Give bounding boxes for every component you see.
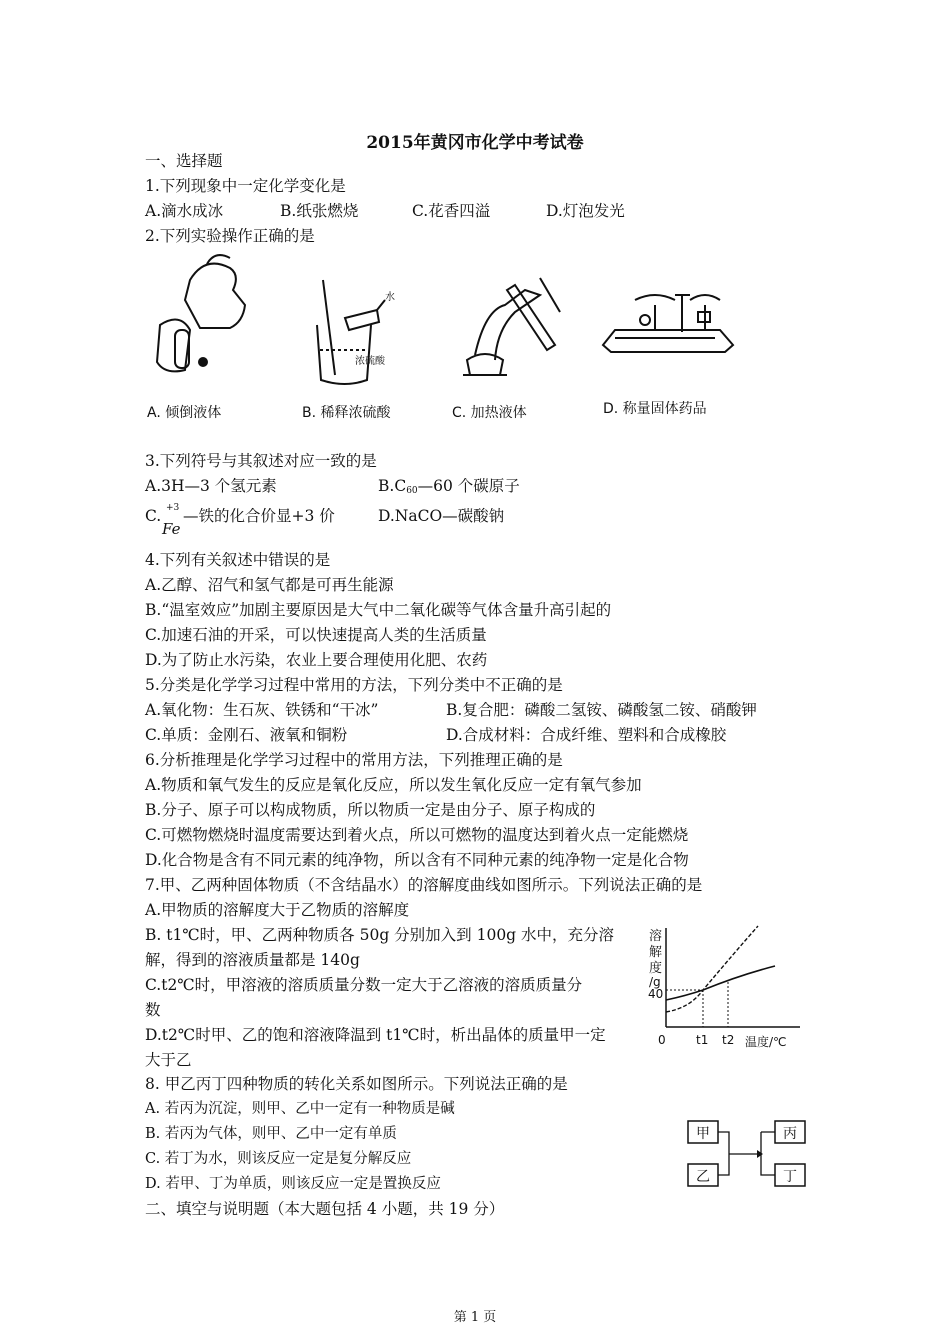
- flow-connectors: [718, 1132, 775, 1175]
- q2-lab-illustrations: [145, 250, 745, 420]
- q7-option-c-line2: 数: [145, 1001, 161, 1019]
- q3-stem: 3.下列符号与其叙述对应一致的是: [145, 452, 377, 470]
- q2-stem: 2.下列实验操作正确的是: [145, 227, 315, 245]
- label-yi: 乙: [696, 1169, 710, 1185]
- label-ding: 丁: [783, 1169, 797, 1185]
- graph-ylabel-3: 度: [649, 961, 663, 976]
- q3-option-a: A.3H—3 个氢元素: [145, 477, 277, 495]
- q3-option-d: D.NaCO—碳酸钠: [378, 507, 505, 525]
- q6-option-b: B.分子、原子可以构成物质，所以物质一定是由分子、原子构成的: [145, 801, 596, 819]
- q5-stem: 5.分类是化学学习过程中常用的方法，下列分类中不正确的是: [145, 676, 563, 694]
- q8-option-c: C. 若丁为水，则该反应一定是复分解反应: [145, 1151, 412, 1167]
- section-choice-heading: 一、选择题: [145, 152, 223, 170]
- arrow-head-icon: [757, 1150, 763, 1158]
- q7-option-a: A.甲物质的溶解度大于乙物质的溶解度: [145, 901, 410, 919]
- graph-x-tick-t1: t1: [696, 1033, 709, 1047]
- label-concentrated-acid: 浓硫酸: [355, 356, 385, 367]
- conversion-flow-diagram: [685, 1118, 810, 1193]
- q3-option-b: [378, 476, 520, 501]
- q7-option-b-line2: 解，得到的溶液质量都是 140g: [145, 951, 360, 969]
- curve-jia: [666, 926, 758, 1012]
- q3-b-prefix: B.C: [378, 477, 407, 495]
- q3-option-c-prefix: C.: [145, 507, 162, 525]
- q5-option-b: B.复合肥：磷酸二氢铵、磷酸氢二铵、硝酸钾: [446, 701, 757, 719]
- q4-option-d: D.为了防止水污染，农业上要合理使用化肥、农药: [145, 651, 488, 669]
- q4-option-a: A.乙醇、沼气和氢气都是可再生能源: [145, 576, 394, 594]
- graph-ylabel-4: /g: [649, 975, 661, 989]
- q8-option-a: A. 若丙为沉淀，则甲、乙中一定有一种物质是碱: [145, 1101, 455, 1117]
- q6-stem: 6.分析推理是化学学习过程中的常用方法，下列推理正确的是: [145, 751, 563, 769]
- weighing-solid-illustration: [603, 295, 733, 352]
- q6-option-c: C.可燃物燃烧时温度需要达到着火点，所以可燃物的温度达到着火点一定能燃烧: [145, 826, 689, 844]
- q1-stem: 1.下列现象中一定化学变化是: [145, 177, 346, 195]
- q7-option-d-line1: D.t2℃时甲、乙的饱和溶液降温到 t1℃时，析出晶体的质量甲一定: [145, 1026, 606, 1044]
- graph-x-tick-t2: t2: [722, 1033, 735, 1047]
- q3-option-c-symbol: Fe: [162, 520, 181, 538]
- graph-origin: 0: [658, 1033, 666, 1047]
- q6-option-d: D.化合物是含有不同元素的纯净物，所以含有不同种元素的纯净物一定是化合物: [145, 851, 689, 869]
- q7-option-b-line1: B. t1℃时，甲、乙两种物质各 50g 分别加入到 100g 水中，充分溶: [145, 926, 615, 944]
- q2-caption-a: A. 倾倒液体: [147, 405, 222, 421]
- q7-option-d-line2: 大于乙: [145, 1051, 192, 1069]
- q1-option-c: C.花香四溢: [412, 202, 491, 220]
- q2-caption-b: B. 稀释浓硫酸: [302, 405, 391, 421]
- q5-option-c: C.单质：金刚石、液氧和铜粉: [145, 726, 348, 744]
- q3-b-subscript: 60: [406, 486, 418, 496]
- curve-yi: [666, 966, 775, 1000]
- page-title: 2015年黄冈市化学中考试卷: [366, 133, 584, 153]
- label-bing: 丙: [783, 1126, 797, 1142]
- q2-caption-c: C. 加热液体: [452, 405, 527, 421]
- q4-option-c: C.加速石油的开采，可以快速提高人类的生活质量: [145, 626, 487, 644]
- q7-stem: 7.甲、乙两种固体物质（不含结晶水）的溶解度曲线如图所示。下列说法正确的是: [145, 876, 703, 894]
- heating-liquid-illustration: [463, 278, 560, 375]
- q1-option-a: A.滴水成冰: [145, 202, 224, 220]
- q7-option-c-line1: C.t2℃时，甲溶液的溶质质量分数一定大于乙溶液的溶质质量分: [145, 976, 583, 994]
- graph-ylabel-2: 解: [649, 945, 663, 960]
- q3-option-c-text: —铁的化合价显+3 价: [183, 507, 335, 525]
- q3-option-c-valence: +3: [166, 503, 180, 513]
- label-water: 水: [385, 292, 395, 303]
- graph-ylabel-1: 溶: [649, 929, 663, 944]
- q2-caption-d: D. 称量固体药品: [603, 401, 707, 417]
- q1-option-b: B.纸张燃烧: [280, 202, 359, 220]
- q5-option-d: D.合成材料：合成纤维、塑料和合成橡胶: [446, 726, 727, 744]
- graph-y-tick-40: 40: [648, 987, 664, 1001]
- q8-option-d: D. 若甲、丁为单质，则该反应一定是置换反应: [145, 1176, 441, 1192]
- q8-stem: 8. 甲乙丙丁四种物质的转化关系如图所示。下列说法正确的是: [145, 1075, 568, 1093]
- label-jia: 甲: [696, 1126, 710, 1142]
- q8-option-b: B. 若丙为气体，则甲、乙中一定有单质: [145, 1126, 397, 1142]
- page-number: 第 1 页: [453, 1310, 497, 1325]
- q4-stem: 4.下列有关叙述中错误的是: [145, 551, 331, 569]
- q4-option-b: B.“温室效应”加剧主要原因是大气中二氧化碳等气体含量升高引起的: [145, 601, 612, 619]
- q1-option-d: D.灯泡发光: [546, 202, 625, 220]
- pouring-liquid-illustration: [157, 255, 245, 371]
- graph-x-label: 温度/℃: [745, 1035, 787, 1049]
- q3-b-suffix: —60 个碳原子: [417, 477, 520, 495]
- section-fill-heading: 二、填空与说明题（本大题包括 4 小题，共 19 分）: [145, 1200, 505, 1218]
- q6-option-a: A.物质和氧气发生的反应是氧化反应，所以发生氧化反应一定有氧气参加: [145, 776, 642, 794]
- solubility-curve-graph: [640, 920, 810, 1060]
- q5-option-a: A.氧化物：生石灰、铁锈和“干冰”: [145, 701, 379, 719]
- dilute-sulfuric-acid-illustration: [317, 280, 395, 384]
